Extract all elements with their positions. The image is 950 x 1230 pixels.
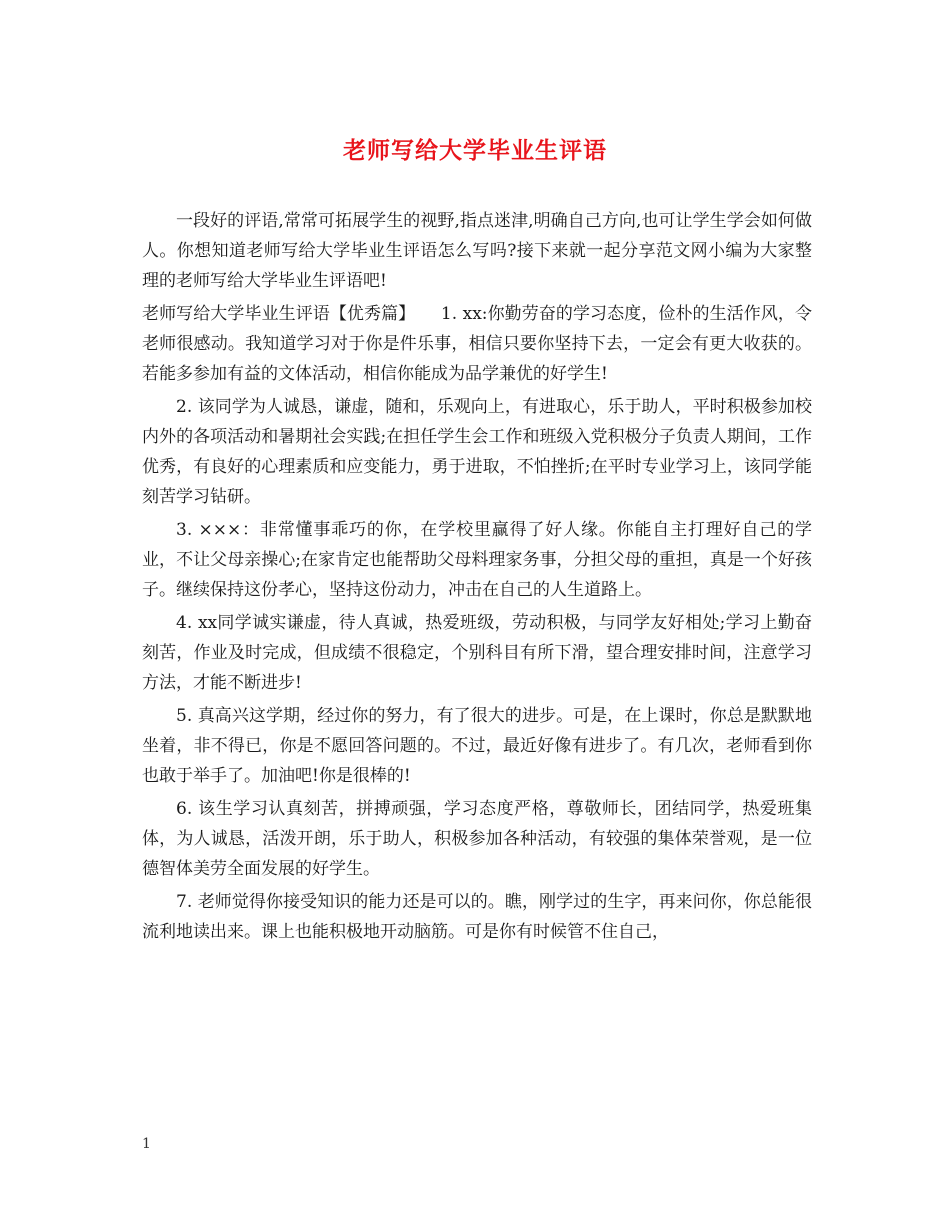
comment-paragraph-3: 3. ×××：非常懂事乖巧的你，在学校里赢得了好人缘。你能自主打理好自己的学业，不让父母亲操心;在家肯定也能帮助父母料理家务事，分担父母的重担，真是一个好孩子。继续保持这份孝心，坚持这份动力，冲击在自己的人生道路上。 xyxy=(142,520,812,600)
comment-paragraph-5: 5. 真高兴这学期，经过你的努力，有了很大的进步。可是，在上课时，你总是默默地坐着，非不得已，你是不愿回答问题的。不过，最近好像有进步了。有几次，老师看到你也敢于举手了。加油吧!你是很棒的! xyxy=(142,706,812,786)
comment-paragraph-7: 7. 老师觉得你接受知识的能力还是可以的。瞧，刚学过的生字，再来问你，你总能很流利地读出来。课上也能积极地开动脑筋。可是你有时候管不住自己， xyxy=(142,892,812,942)
document-body xyxy=(142,206,812,947)
intro-paragraph: 一段好的评语,常常可拓展学生的视野,指点迷津,明确自己方向,也可让学生学会如何做人。你想知道老师写给大学毕业生评语怎么写吗?接下来就一起分享范文网小编为大家整理的老师写给大学毕业生评语吧! xyxy=(142,211,812,291)
page-number: 1 xyxy=(142,1136,151,1152)
document-title: 老师写给大学毕业生评语 xyxy=(343,137,607,164)
comment-paragraph-4: 4. xx同学诚实谦虚，待人真诚，热爱班级，劳动积极，与同学友好相处;学习上勤奋刻苦，作业及时完成，但成绩不很稳定，个别科目有所下滑，望合理安排时间，注意学习方法，才能不断进步! xyxy=(142,613,812,693)
comment-paragraph-6: 6. 该生学习认真刻苦，拼搏顽强，学习态度严格，尊敬师长，团结同学，热爱班集体，为人诚恳，活泼开朗，乐于助人，积极参加各种活动，有较强的集体荣誉观，是一位德智体美劳全面发展的好学生。 xyxy=(142,799,812,879)
comment-paragraph-1: 老师写给大学毕业生评语【优秀篇】 1. xx:你勤劳奋的学习态度，俭朴的生活作风，令老师很感动。我知道学习对于你是件乐事，相信只要你坚持下去，一定会有更大收获的。若能多参加有益的文体活动，相信你能成为品学兼优的好学生! xyxy=(142,304,812,384)
comment-paragraph-2: 2. 该同学为人诚恳，谦虚，随和，乐观向上，有进取心，乐于助人，平时积极参加校内外的各项活动和暑期社会实践;在担任学生会工作和班级入党积极分子负责人期间，工作优秀，有良好的心理素质和应变能力，勇于进取，不怕挫折;在平时专业学习上，该同学能刻苦学习钻研。 xyxy=(142,397,812,507)
